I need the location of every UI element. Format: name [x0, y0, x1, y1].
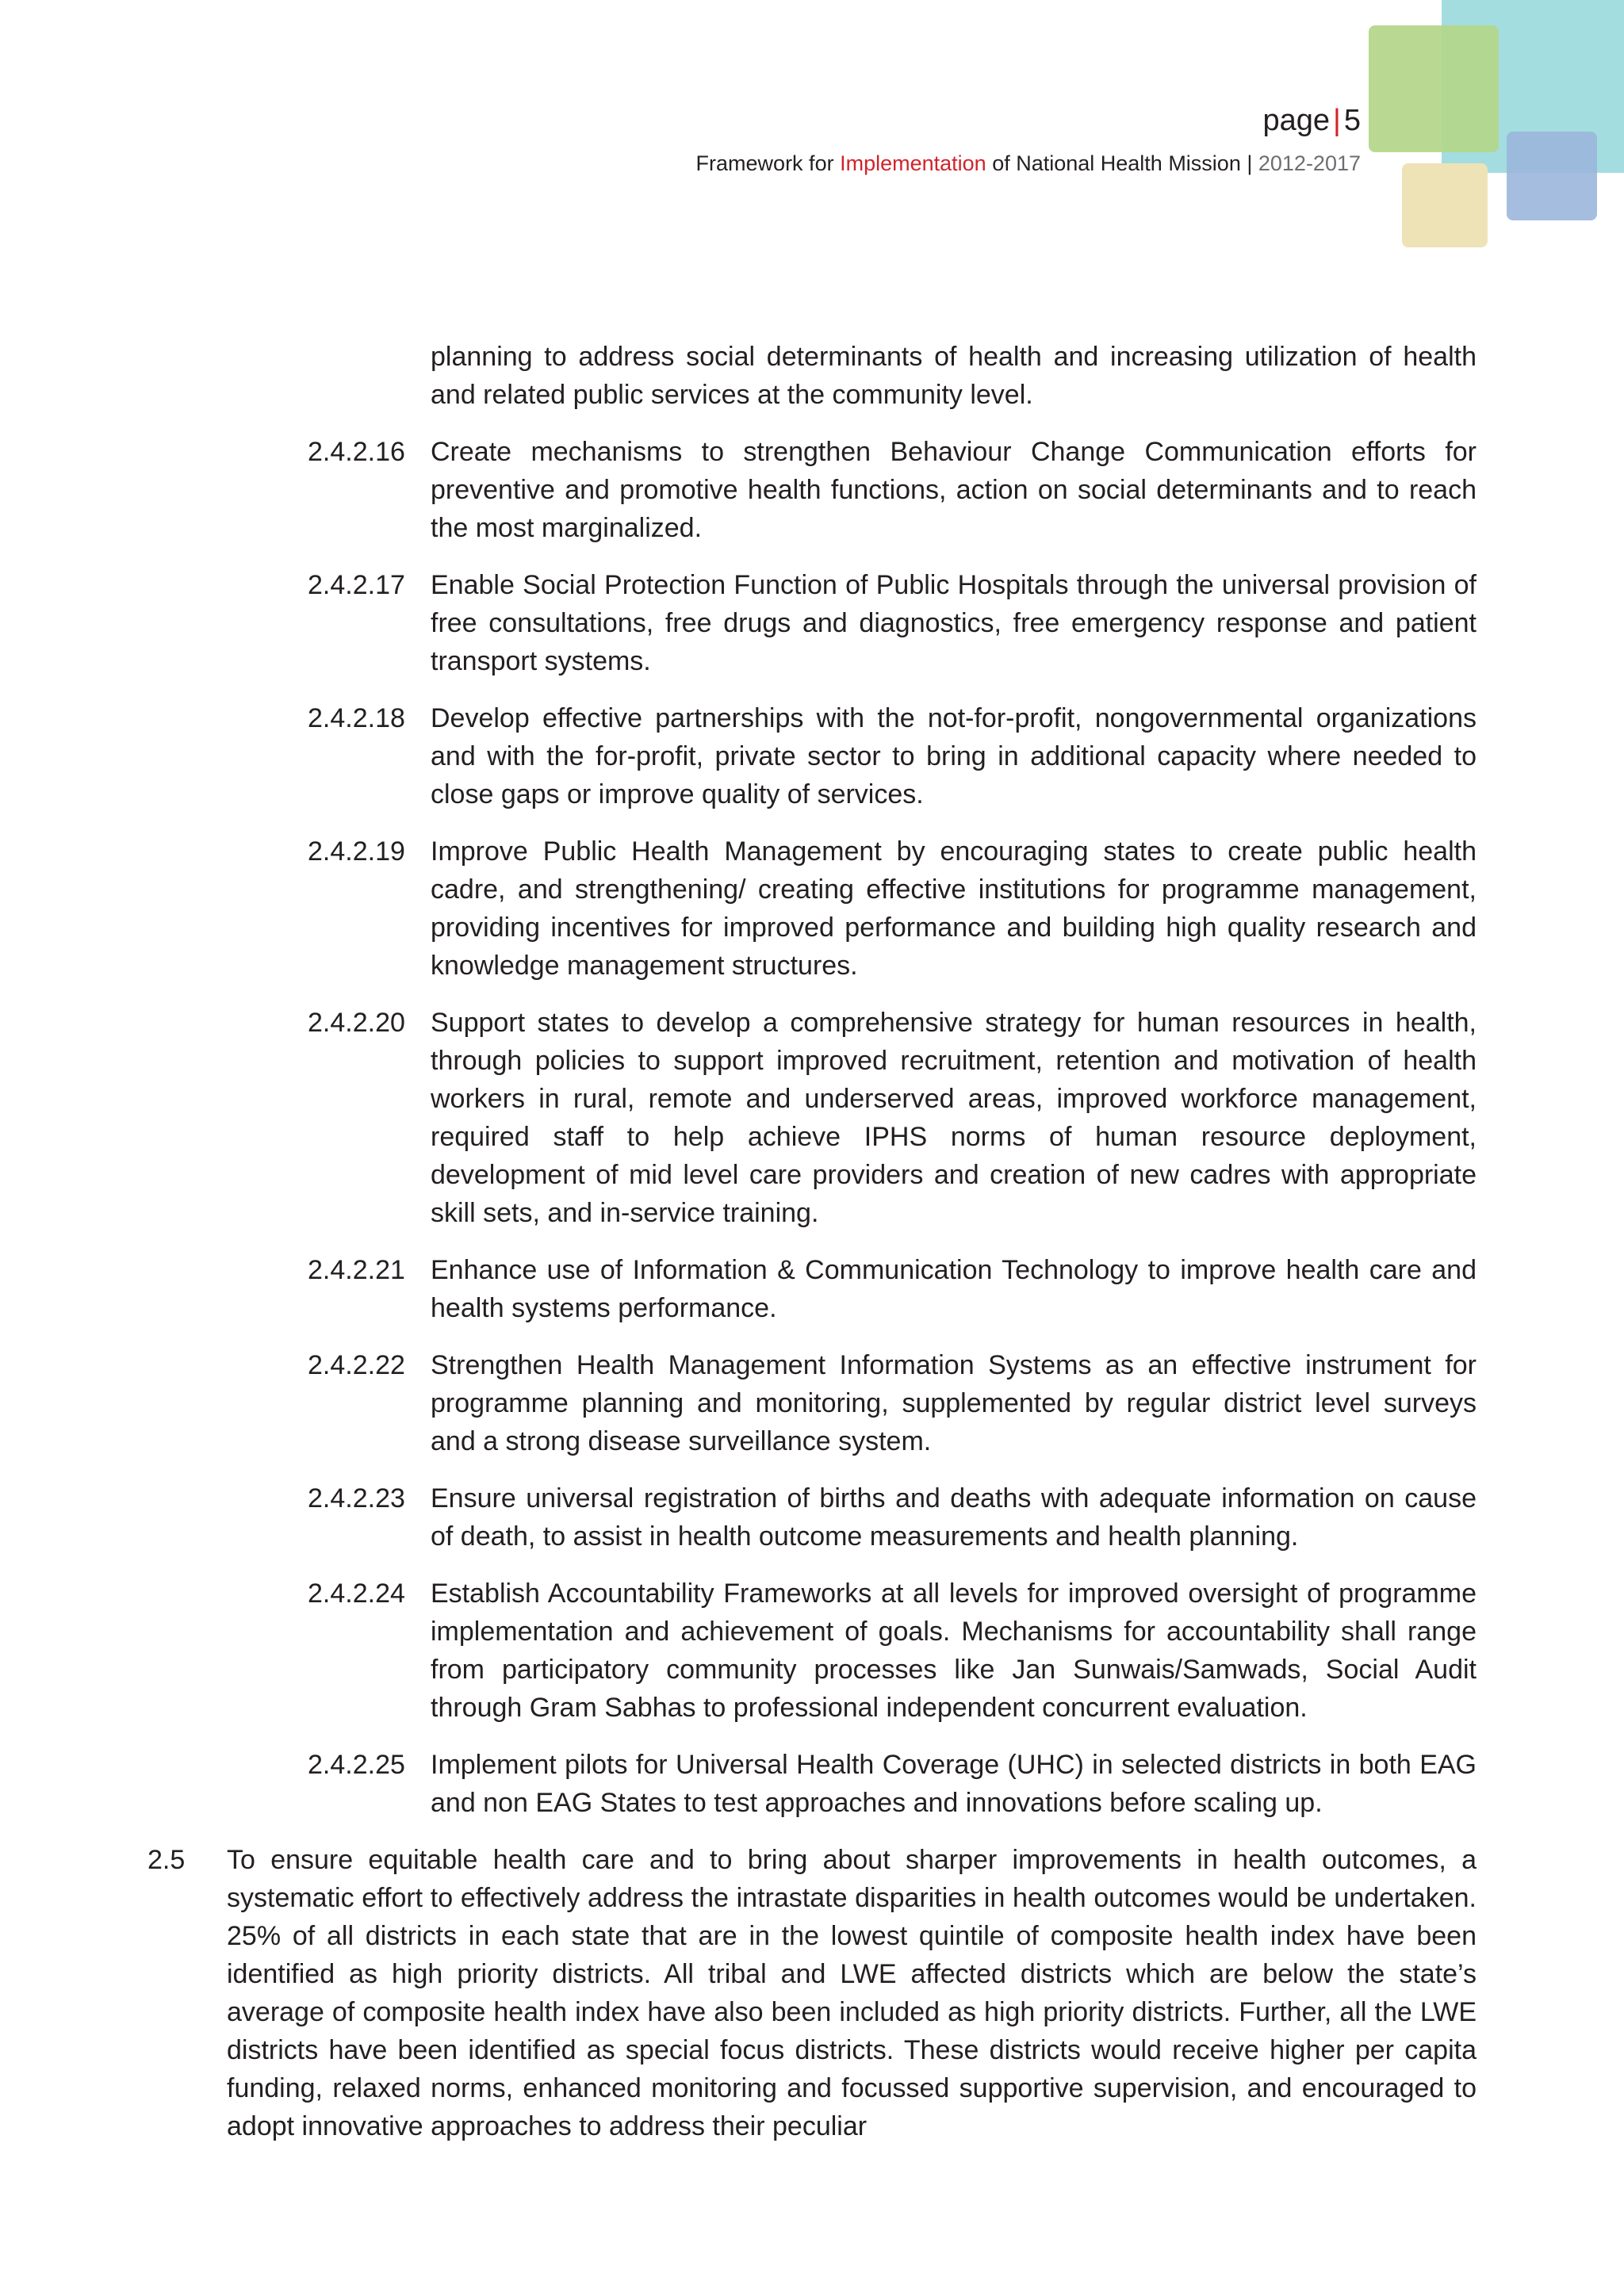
item-number: 2.4.2.23: [308, 1483, 405, 1513]
list-item: [308, 1004, 1477, 1232]
item-text: Ensure universal registration of births and deaths with adequate information on cause of death, to assist in health outcome measurements and health planning.: [431, 1483, 1477, 1552]
item-text: Develop effective partnerships with the not-for-profit, nongovernmental organizations and with the for-profit, private sector to bring in additional capacity where needed to close gaps or improve quality of services.: [431, 703, 1477, 809]
page-number: 5: [1343, 104, 1361, 137]
page-separator: |: [1332, 104, 1341, 137]
list-item: [308, 1479, 1477, 1556]
list-item: [308, 1746, 1477, 1822]
decor-yellow-square: [1402, 163, 1488, 247]
list-item: [308, 1575, 1477, 1727]
section-text: To ensure equitable health care and to bring about sharper improvements in health outcomes, a systematic effort to effectively address the intrastate disparities in health outcomes would be undertaken. 25% of all districts in each state that are in the lowest quintile of composite health index have been identified as high priority districts. All tribal and LWE affected districts which are below the state’s average of composite health index have also been included as high priority districts. Further, all the LWE districts have been identified as special focus districts. These districts would receive higher per capita funding, relaxed norms, enhanced monitoring and focussed supportive supervision, and encouraged to adopt innovative approaches to address their peculiar: [227, 1845, 1477, 2141]
item-number: 2.4.2.16: [308, 437, 405, 467]
continued-paragraph: planning to address social determinants of health and increasing utilization of health and related public services at the community level.: [431, 342, 1477, 410]
list-item: [308, 1251, 1477, 1327]
item-text: Enable Social Protection Function of Public Hospitals through the universal provision of free consultations, free drugs and diagnostics, free emergency response and patient transport systems.: [431, 570, 1477, 676]
item-number: 2.4.2.17: [308, 570, 405, 600]
section-number: 2.5: [147, 1845, 186, 1875]
section-paragraph: [147, 1841, 1477, 2145]
item-number: 2.4.2.20: [308, 1008, 405, 1038]
item-text: Implement pilots for Universal Health Coverage (UHC) in selected districts in both EAG and non EAG States to test approaches and innovations before scaling up.: [431, 1750, 1477, 1818]
item-number: 2.4.2.21: [308, 1255, 405, 1285]
item-text: Establish Accountability Frameworks at all levels for improved oversight of programme implementation and achievement of goals. Mechanisms for accountability shall range from participatory community processes like Jan Sunwais/Samwads, Social Audit through Gram Sabhas to professional independent concurrent evaluation.: [431, 1578, 1477, 1723]
item-number: 2.4.2.25: [308, 1750, 405, 1780]
header-title-post: of National Health Mission: [986, 151, 1241, 175]
item-number: 2.4.2.18: [308, 703, 405, 733]
item-text: Create mechanisms to strengthen Behaviour Change Communication efforts for preventive and promotive health functions, action on social determinants and to reach the most marginalized.: [431, 437, 1477, 543]
header-years: 2012-2017: [1258, 151, 1361, 175]
decor-green-square: [1369, 25, 1499, 152]
list-item: [308, 832, 1477, 985]
running-header: [696, 149, 1361, 178]
item-number: 2.4.2.19: [308, 836, 405, 867]
item-text: Support states to develop a comprehensive strategy for human resources in health, through policies to support improved recruitment, retention and motivation of health workers in rural, remote and underserved areas, improved workforce management, required staff to help achieve IPHS norms of human resource deployment, development of mid level care providers and creation of new cadres with appropriate skill sets, and in-service training.: [431, 1008, 1477, 1228]
decor-blue-square: [1507, 132, 1597, 220]
list-item: [308, 1346, 1477, 1460]
item-text: Enhance use of Information & Communication Technology to improve health care and health systems performance.: [431, 1255, 1477, 1323]
header-title-separator: |: [1240, 151, 1258, 175]
list-item: [308, 433, 1477, 547]
document-body: [0, 338, 1624, 2145]
list-item: [308, 566, 1477, 680]
header-title-accent: Implementation: [840, 151, 986, 175]
item-number: 2.4.2.22: [308, 1350, 405, 1380]
page-number-label: [1262, 101, 1361, 140]
item-text: Improve Public Health Management by encouraging states to create public health cadre, and strengthening/ creating effective institutions for programme management, providing incentives for improved performance and building high quality research and knowledge management structures.: [431, 836, 1477, 981]
header-title-pre: Framework for: [695, 151, 841, 175]
numbered-item-list: [0, 433, 1624, 1822]
list-item: [308, 699, 1477, 813]
item-number: 2.4.2.24: [308, 1578, 405, 1609]
page-label: page: [1262, 104, 1330, 137]
item-text: Strengthen Health Management Information Systems as an effective instrument for programme planning and monitoring, supplemented by regular district level surveys and a strong disease surveillance system.: [431, 1350, 1477, 1456]
